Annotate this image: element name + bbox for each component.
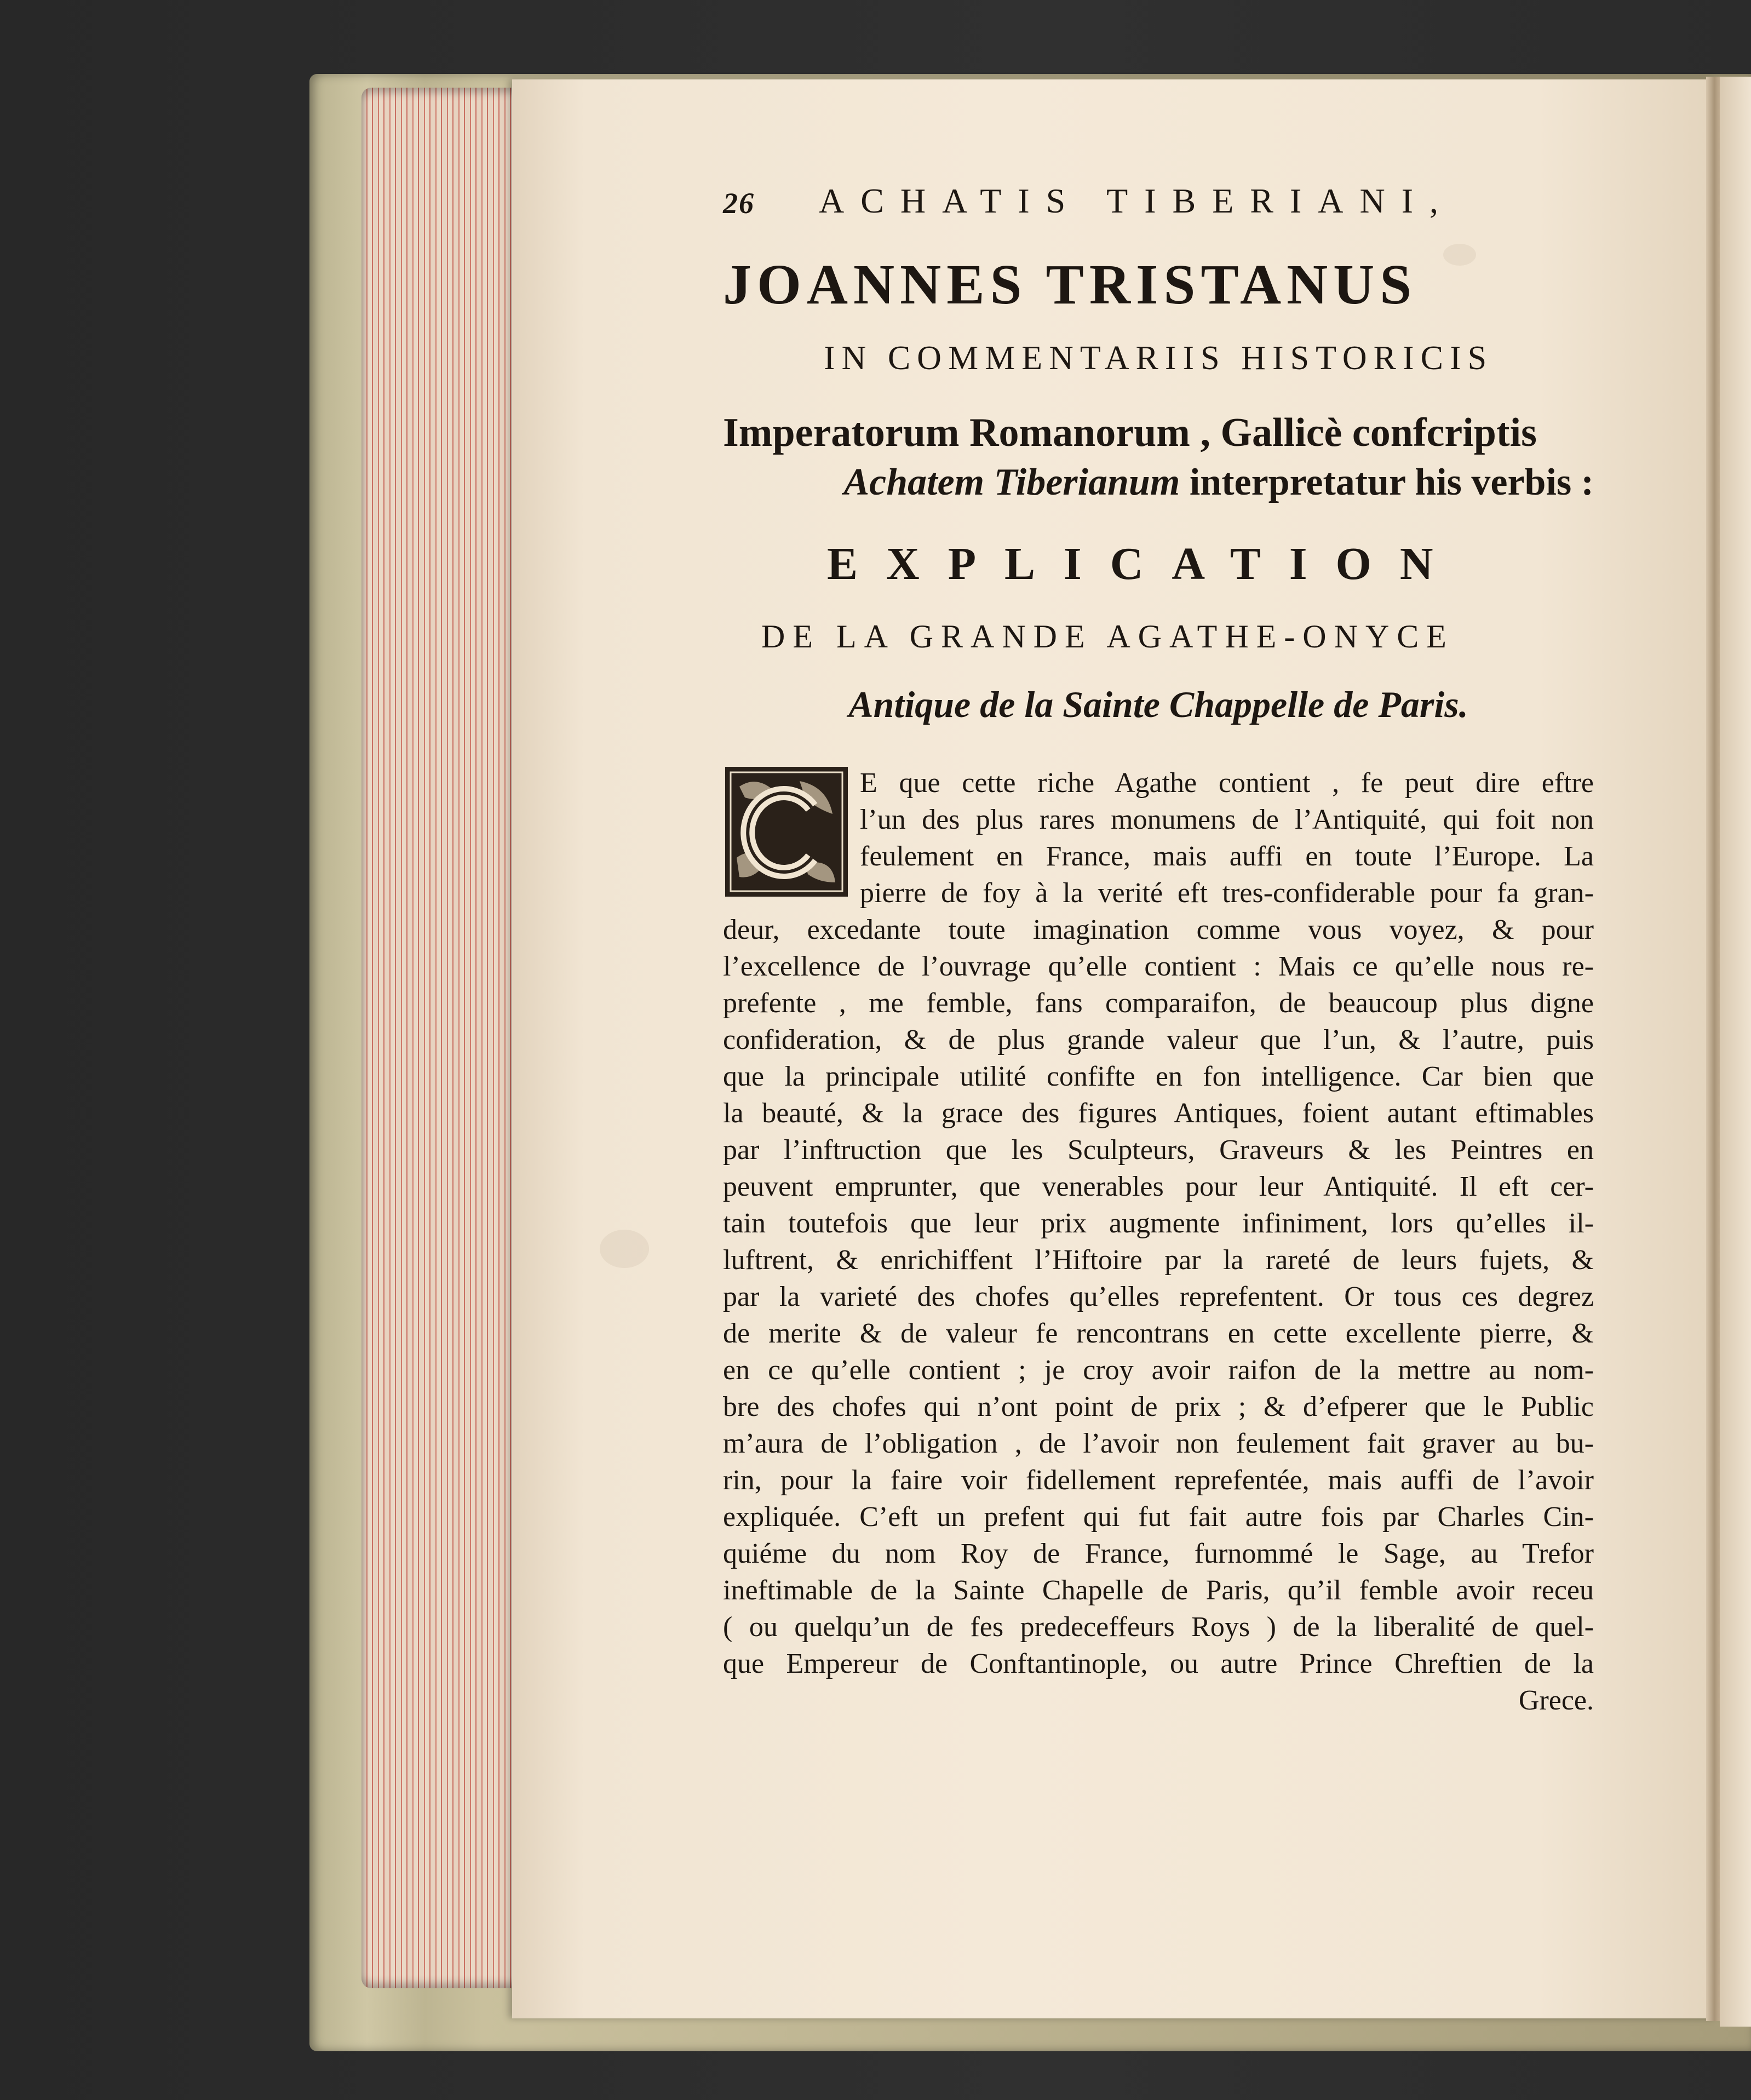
body-line: ineftimable de la Sainte Chapelle de Paris, qu’il femble avoir receu xyxy=(723,1575,1594,1606)
subheading-achatem xyxy=(723,461,1594,504)
body-line: l’un des plus rares monumens de l’Antiquité, qui foit non xyxy=(860,804,1594,835)
body-line: par la varieté des chofes qu’elles reprefentent. Or tous ces degrez xyxy=(723,1281,1594,1312)
body-line: rin, pour la faire voir fidellement reprefentée, mais auffi de l’avoir xyxy=(723,1465,1594,1496)
grande-agathe-heading: DE LA GRANDE AGATHE-ONYCE xyxy=(761,618,1454,655)
catchword: Grece. xyxy=(1518,1685,1594,1716)
page-number: 26 xyxy=(723,187,755,220)
author-heading: JOANNES TRISTANUS xyxy=(723,253,1417,316)
ornamental-initial-c-icon xyxy=(723,765,850,899)
explication-heading: EXPLICATION xyxy=(827,538,1462,589)
subheading-imperatorum: Imperatorum Romanorum , Gallicè confcriptis xyxy=(723,410,1537,455)
running-title: ACHATIS TIBERIANI, xyxy=(819,181,1455,220)
page-fore-edge xyxy=(361,88,526,1988)
subheading-commentariis: IN COMMENTARIIS HISTORICIS xyxy=(823,340,1494,377)
body-line: bre des chofes qui n’ont point de prix ; & d’efperer que le Public xyxy=(723,1391,1594,1422)
body-line: expliquée. C’eft un prefent qui fut fait autre fois par Charles Cin- xyxy=(723,1501,1594,1533)
body-line: confideration, & de plus grande valeur que l’un, & l’autre, puis xyxy=(723,1024,1594,1055)
body-line: tain toutefois que leur prix augmente infiniment, lors qu’elles il- xyxy=(723,1208,1594,1239)
body-line: feulement en France, mais auffi en toute l’Europe. La xyxy=(860,841,1594,872)
running-head xyxy=(723,175,1594,236)
body-line: peuvent emprunter, que venerables pour leur Antiquité. Il eft cer- xyxy=(723,1171,1594,1202)
body-line: de merite & de valeur fe rencontrans en cette excellente pierre, & xyxy=(723,1318,1594,1349)
interpretatur-text: interpretatur his verbis : xyxy=(1189,461,1594,503)
body-line: que Empereur de Conftantinople, ou autre Prince Chreftien de la xyxy=(723,1648,1594,1679)
achatem-italic: Achatem Tiberianum xyxy=(843,461,1180,503)
paper-stain xyxy=(600,1230,649,1268)
page-text-block xyxy=(723,175,1594,1719)
body-line: quiéme du nom Roy de France, furnommé le Sage, au Trefor xyxy=(723,1538,1594,1569)
body-line: deur, excedante toute imagination comme vous voyez, & pour xyxy=(723,914,1594,945)
antique-subtitle: Antique de la Sainte Chappelle de Paris. xyxy=(848,684,1468,725)
body-line: l’excellence de l’ouvrage qu’elle contient : Mais ce qu’elle nous re- xyxy=(723,951,1594,982)
body-line: en ce qu’elle contient ; je croy avoir raifon de la mettre au nom- xyxy=(723,1355,1594,1386)
body-line: la beauté, & la grace des figures Antiques, foient autant eftimables xyxy=(723,1098,1594,1129)
body-line: par l’inftruction que les Sculpteurs, Graveurs & les Peintres en xyxy=(723,1134,1594,1166)
body-line: prefente , me femble, fans comparaifon, de beaucoup plus digne xyxy=(723,988,1594,1019)
body-line: m’aura de l’obligation , de l’avoir non feulement fait graver au bu- xyxy=(723,1428,1594,1459)
body-line: E que cette riche Agathe contient , fe peut dire eftre xyxy=(860,767,1594,799)
body-line: ( ou quelqu’un de fes predeceffeurs Roys ) de la liberalité de quel- xyxy=(723,1611,1594,1643)
body-line: luftrent, & enrichiffent l’Hiftoire par la rareté de leurs fujets, & xyxy=(723,1244,1594,1276)
body-text xyxy=(723,765,1594,1719)
facing-page-edge xyxy=(1720,77,1751,2027)
body-line: pierre de foy à la verité eft tres-confiderable pour fa gran- xyxy=(860,877,1594,909)
body-line: que la principale utilité confifte en fon intelligence. Car bien que xyxy=(723,1061,1594,1092)
